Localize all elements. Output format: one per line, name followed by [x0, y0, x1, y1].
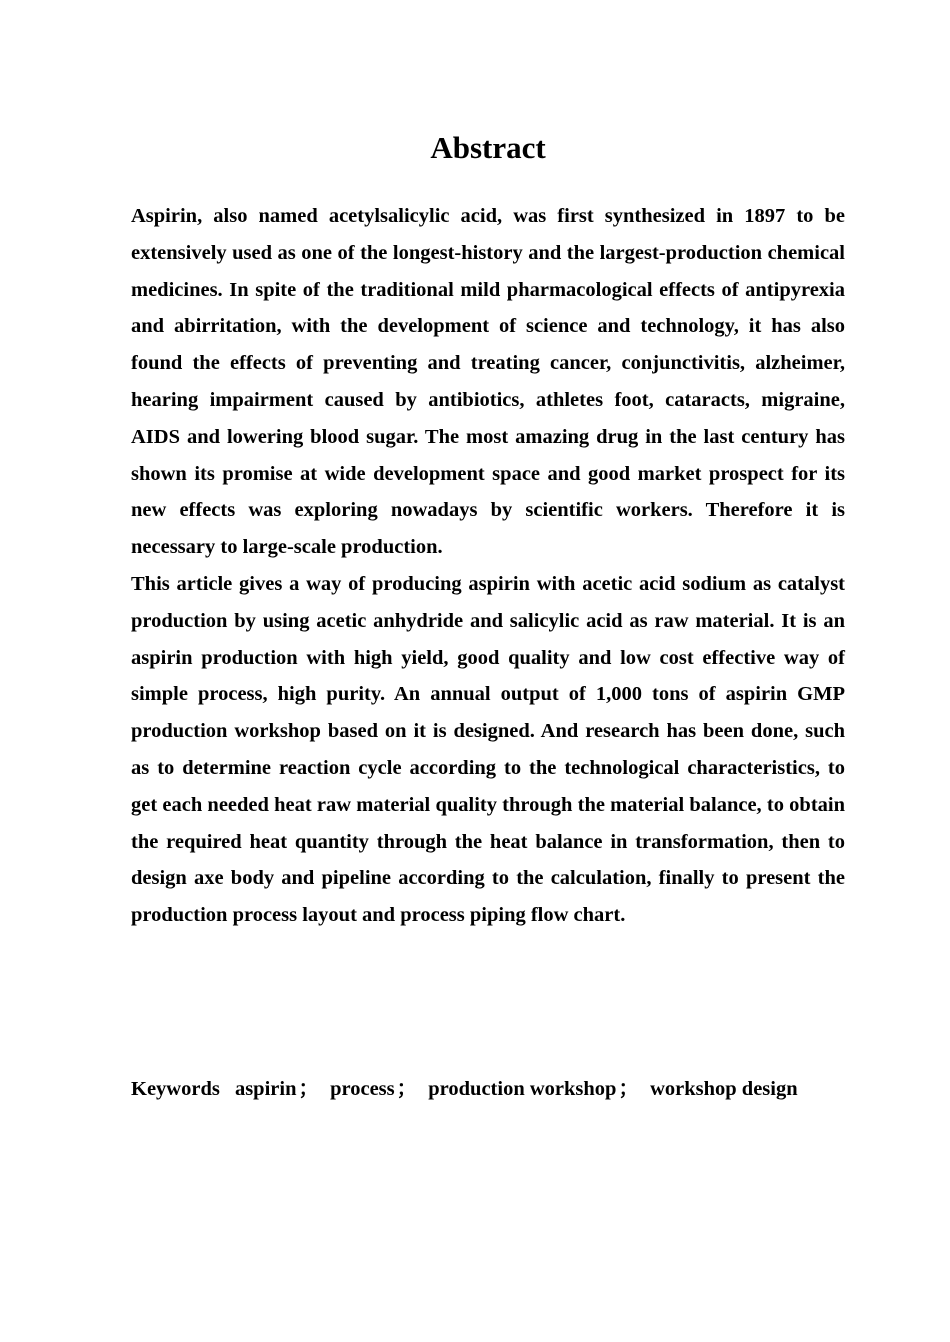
keyword-item: production workshop [428, 1078, 617, 1100]
keyword-item: aspirin [234, 1078, 297, 1100]
keyword-separator: ； [618, 1078, 639, 1100]
keywords-label: Keywords [131, 1078, 220, 1100]
abstract-title: Abstract [430, 130, 546, 165]
abstract-paragraph-2: This article gives a way of producing aspirin with acetic acid sodium as catalyst production by using acetic anhydride and salicylic acid as raw material. It is an aspirin production with high yield, good quality and low cost effective way of simple process, high purity. An annual output of 1,000 tons of aspirin GMP production workshop based on it is designed. And research has been done, such as to determine reaction cycle according to the technological characteristics, to get each needed heat raw material quality through the material balance, to obtain the required heat quantity through the heat balance in transformation, then to design axe body and pipeline according to the calculation, finally to present the production process layout and process piping flow chart. [131, 572, 845, 927]
keyword-item: process [330, 1078, 395, 1100]
abstract-paragraph-1: Aspirin, also named acetylsalicylic acid, was first synthesized in 1897 to be extensively used as one of the longest-history and the largest-production chemical medicines. In spite of the traditional mild pharmacological effects of antipyrexia and abirritation, with the development of science and technology, it has also found the effects of preventing and treating cancer, conjunctivitis, alzheimer, hearing impairment caused by antibiotics, athletes foot, cataracts, migraine, AIDS and lowering blood sugar. The most amazing drug in the last century has shown its promise at wide development space and good market prospect for its new effects was exploring nowadays by scientific workers. Therefore it is necessary to large-scale production. [131, 205, 845, 559]
keyword-separator: ； [298, 1078, 319, 1100]
abstract-body [131, 198, 845, 934]
keyword-separator: ； [396, 1078, 418, 1100]
keyword-item: workshop design [650, 1078, 798, 1100]
keywords-line [131, 1071, 798, 1107]
